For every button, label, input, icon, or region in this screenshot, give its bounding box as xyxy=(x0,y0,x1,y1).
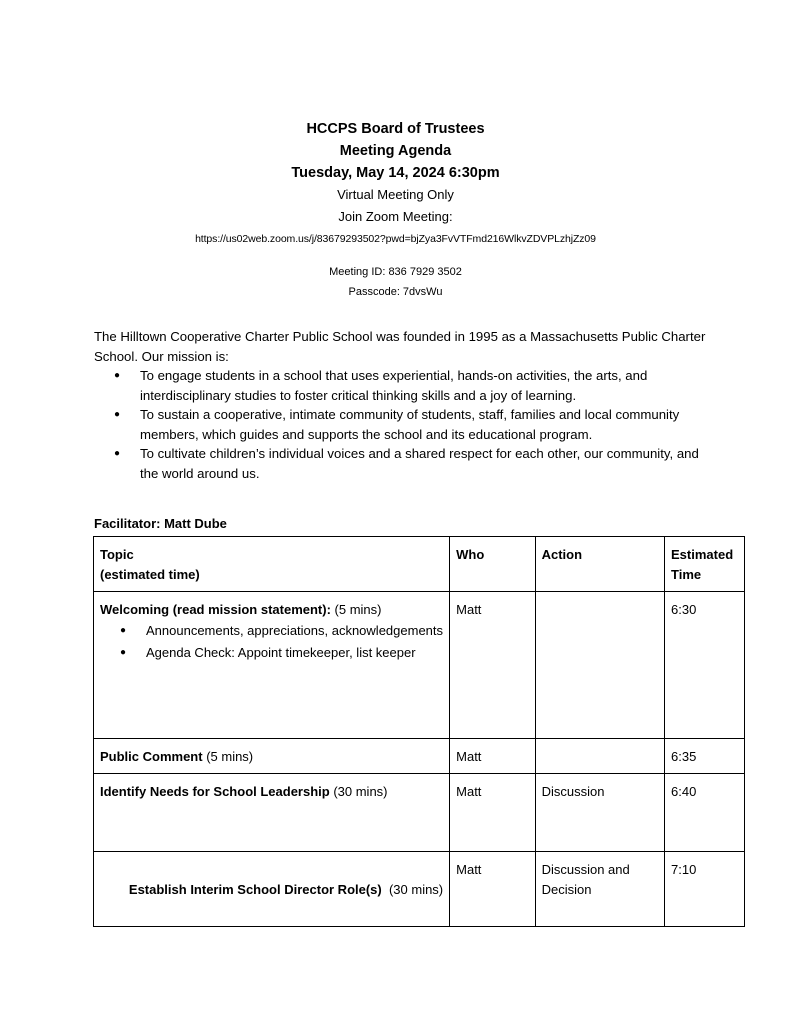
virtual-note: Virtual Meeting Only xyxy=(337,187,454,202)
table-row xyxy=(94,774,745,852)
topic-cell xyxy=(94,774,450,852)
time-cell: 7:10 xyxy=(665,852,745,927)
time-cell: 6:30 xyxy=(665,592,745,739)
action-cell: Discussion and Decision xyxy=(535,852,664,927)
topic-cell xyxy=(94,592,450,739)
meeting-date: Tuesday, May 14, 2024 6:30pm xyxy=(291,165,500,181)
topic-duration: (5 mins) xyxy=(330,602,382,617)
who-cell: Matt xyxy=(450,592,535,739)
time-cell: 6:35 xyxy=(665,739,745,774)
table-row xyxy=(94,852,745,927)
agenda-table xyxy=(93,536,745,927)
topic-duration: (30 mins) xyxy=(329,784,388,799)
topic-title: Public Comment xyxy=(100,749,203,764)
join-zoom-label: Join Zoom Meeting: xyxy=(338,209,453,224)
topic-title: Welcoming (read mission statement): xyxy=(100,602,331,617)
action-cell xyxy=(535,592,664,739)
mission-bullet: ● To engage students in a school that uses experiential, hands-on activities, the arts, and interdisciplinary studies to foster critical thinking skills and a joy of learning. xyxy=(94,366,714,405)
meeting-id: Meeting ID: 836 7929 3502 xyxy=(329,266,462,278)
topic-cell xyxy=(94,852,450,927)
mission-intro-paragraph: The Hilltown Cooperative Charter Public School was founded in 1995 as a Massachusetts Public Charter School. Our mission is: xyxy=(94,329,706,364)
passcode: Passcode: 7dvsWu xyxy=(348,286,443,298)
agenda-title: Meeting Agenda xyxy=(339,143,452,159)
mission-section xyxy=(94,327,714,483)
board-title: HCCPS Board of Trustees xyxy=(306,121,485,137)
header-estimated-time: Estimated Time xyxy=(665,537,745,592)
action-cell: Discussion xyxy=(535,774,664,852)
sub-item: ● Agenda Check: Appoint timekeeper, list keeper xyxy=(100,642,443,664)
topic-cell xyxy=(94,739,450,774)
topic-duration: (5 mins) xyxy=(202,749,254,764)
document-header xyxy=(0,118,791,302)
who-cell: Matt xyxy=(450,774,535,852)
table-header-row xyxy=(94,537,745,592)
who-cell: Matt xyxy=(450,852,535,927)
topic-sub-list xyxy=(100,620,443,664)
header-who: Who xyxy=(450,537,535,592)
who-cell: Matt xyxy=(450,739,535,774)
mission-bullet: ● To cultivate children’s individual voices and a shared respect for each other, our community, and the world around us. xyxy=(94,444,714,483)
mission-bullet: ● To sustain a cooperative, intimate community of students, staff, families and local community members, which guides and supports the school and its educational program. xyxy=(94,405,714,444)
table-row xyxy=(94,592,745,739)
topic-title: Establish Interim School Director Role(s) xyxy=(128,882,382,897)
table-row xyxy=(94,739,745,774)
topic-duration: (30 mins) xyxy=(381,882,444,897)
time-cell: 6:40 xyxy=(665,774,745,852)
facilitator-label: Facilitator: Matt Dube xyxy=(94,516,227,531)
zoom-link[interactable]: https://us02web.zoom.us/j/83679293502?pwd=bjZya3FvVTFmd216WlkvZDVPLzhjZz09 xyxy=(195,233,596,245)
header-topic: Topic (estimated time) xyxy=(94,537,450,592)
action-cell xyxy=(535,739,664,774)
topic-title: Identify Needs for School Leadership xyxy=(100,784,330,799)
header-action: Action xyxy=(535,537,664,592)
mission-list xyxy=(94,366,714,483)
sub-item: ● Announcements, appreciations, acknowledgements xyxy=(100,620,443,642)
